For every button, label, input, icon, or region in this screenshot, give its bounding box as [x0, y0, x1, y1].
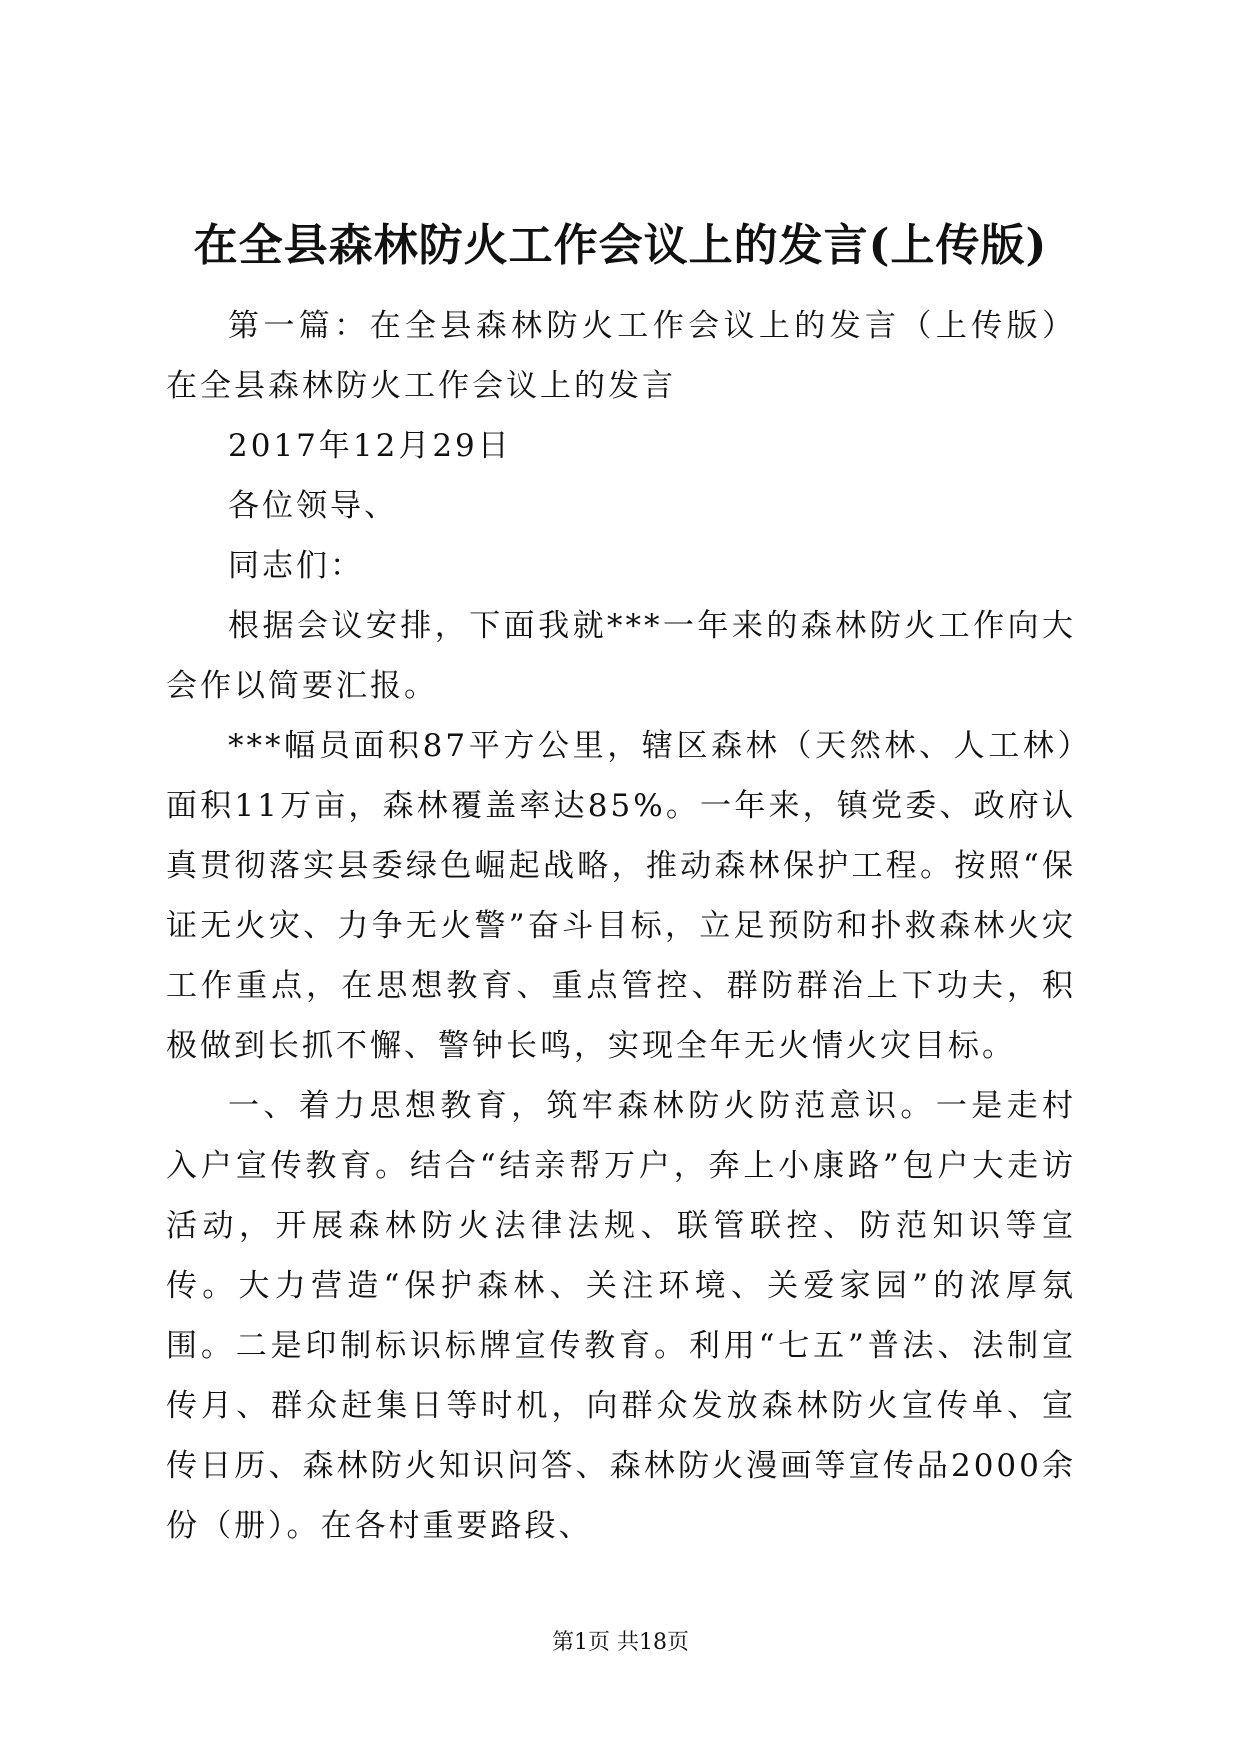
document-title: 在全县森林防火工作会议上的发言(上传版): [193, 220, 1048, 271]
paragraph-heading: 第一篇：在全县森林防火工作会议上的发言（上传版）在全县森林防火工作会议上的发言: [166, 308, 1076, 404]
page-footer: 第1页 共18页: [552, 1630, 689, 1655]
paragraph-salutation-leaders: 各位领导、: [228, 488, 398, 524]
paragraph-section-one: 一、着力思想教育，筑牢森林防火防范意识。一是走村入户宣传教育。结合“结亲帮万户，奔上小康路”包户大走访活动，开展森林防火法律法规、联管联控、防范知识等宣传。大力营造“保护森林、关注环境、关爱家园”的浓厚氛围。二是印制标识标牌宣传教育。利用“七五”普法、法制宣传月、群众赶集日等时机，向群众发放森林防火宣传单、宣传日历、森林防火知识问答、森林防火漫画等宣传品2000余份（册）。在各村重要路段、: [166, 1088, 1076, 1544]
paragraph-date: 2017年12月29日: [228, 428, 512, 464]
paragraph-salutation-comrades: 同志们：: [228, 548, 364, 584]
document-body: [166, 296, 1076, 1556]
paragraph-intro: 根据会议安排，下面我就***一年来的森林防火工作向大会作以简要汇报。: [166, 608, 1076, 704]
paragraph-overview: ***幅员面积87平方公里，辖区森林（天然林、人工林）面积11万亩，森林覆盖率达85%。一年来，镇党委、政府认真贯彻落实县委绿色崛起战略，推动森林保护工程。按照“保证无火灾、力争无火警”奋斗目标，立足预防和扑救森林火灾工作重点，在思想教育、重点管控、群防群治上下功夫，积极做到长抓不懈、警钟长鸣，实现全年无火情火灾目标。: [166, 728, 1076, 1064]
